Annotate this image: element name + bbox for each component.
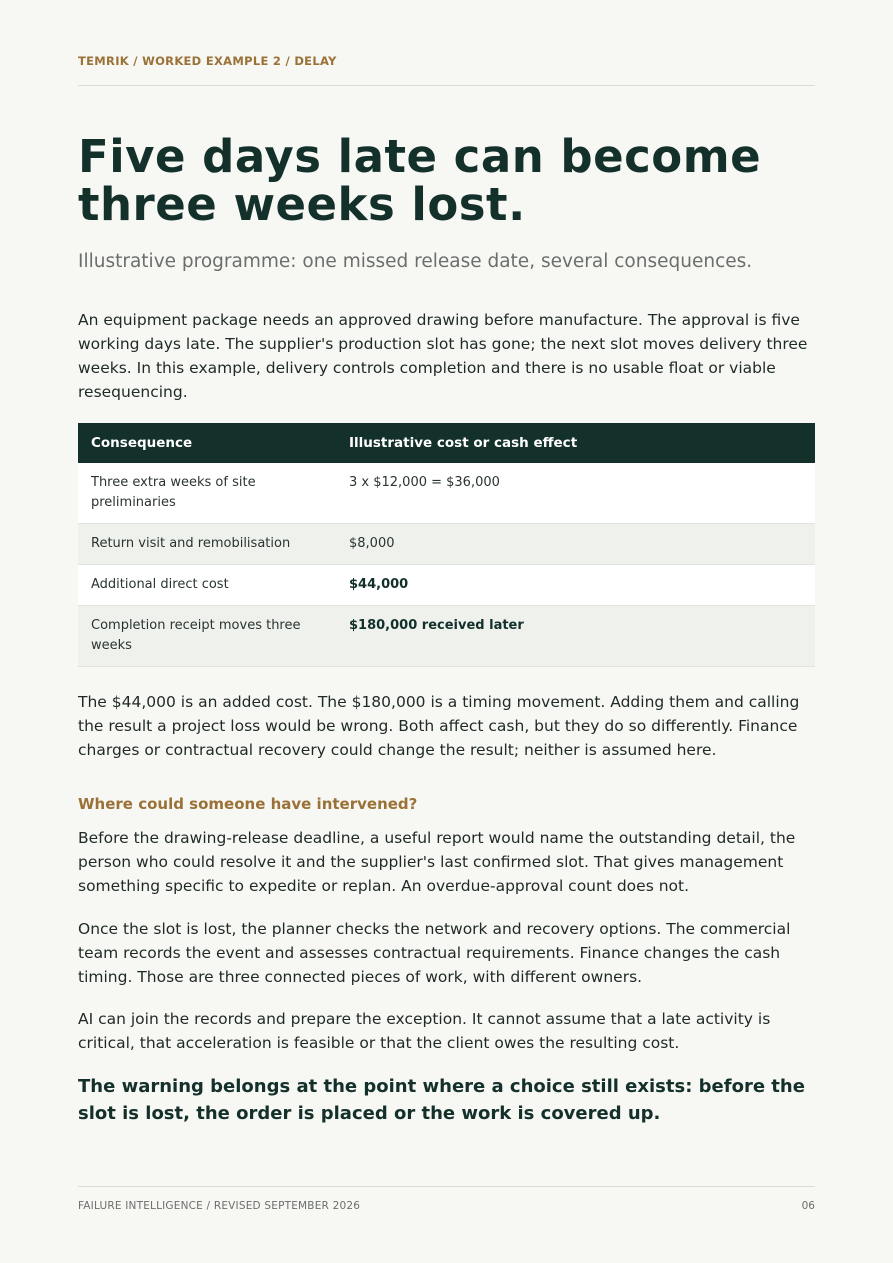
breadcrumb: TEMRIK / WORKED EXAMPLE 2 / DELAY (78, 54, 337, 68)
column-header-consequence: Consequence (78, 423, 336, 463)
table-row (78, 463, 815, 524)
column-header-effect: Illustrative cost or cash effect (336, 423, 815, 463)
table-cell-consequence: Completion receipt moves three weeks (78, 606, 336, 667)
consequence-table (78, 423, 815, 667)
intro-paragraph: An equipment package needs an approved drawing before manufacture. The approval is five working days late. The supplier's production slot has gone; the next slot moves delivery three weeks. In this example, delivery controls completion and there is no usable float or viable resequencing. (78, 311, 808, 401)
footer-label: FAILURE INTELLIGENCE / REVISED SEPTEMBER 2026 (78, 1200, 361, 1212)
table-cell-consequence: Three extra weeks of site preliminaries (78, 463, 336, 524)
page-title: Five days late can become three weeks lost. (78, 130, 762, 231)
table-row (78, 565, 815, 606)
footer-divider (78, 1186, 815, 1187)
table-cell-effect: $180,000 received later (336, 606, 815, 667)
table-header-row (78, 423, 815, 463)
table-cell-effect: 3 x $12,000 = $36,000 (336, 463, 815, 524)
section-paragraph: AI can join the records and prepare the exception. It cannot assume that a late activity is critical, that acceleration is feasible or that the client owes the resulting cost. (78, 1010, 771, 1052)
callout-statement: The warning belongs at the point where a choice still exists: before the slot is lost, the order is placed or the work is covered up. (78, 1076, 805, 1124)
page-number: 06 (801, 1200, 815, 1212)
cost-explanation-paragraph: The $44,000 is an added cost. The $180,000 is a timing movement. Adding them and calling the result a project loss would be wrong. Both affect cash, but they do so differently. Finance charges or contractual recovery could change the result; neither is assumed here. (78, 693, 800, 759)
table-cell-consequence: Return visit and remobilisation (78, 524, 336, 565)
section-paragraph: Before the drawing-release deadline, a useful report would name the outstanding detail, the person who could resolve it and the supplier's last confirmed slot. That gives management something specific to expedite or replan. An overdue-approval count does not. (78, 829, 796, 895)
table-cell-consequence: Additional direct cost (78, 565, 336, 606)
page-subtitle: Illustrative programme: one missed release date, several consequences. (78, 251, 753, 272)
table-row (78, 524, 815, 565)
header-divider (78, 85, 815, 86)
section-heading: Where could someone have intervened? (78, 795, 418, 813)
table-cell-effect: $8,000 (336, 524, 815, 565)
table-row (78, 606, 815, 667)
section-paragraph: Once the slot is lost, the planner checks the network and recovery options. The commercial team records the event and assesses contractual requirements. Finance changes the cash timing. Those are three connected pieces of work, with different owners. (78, 920, 791, 986)
table-cell-effect: $44,000 (336, 565, 815, 606)
